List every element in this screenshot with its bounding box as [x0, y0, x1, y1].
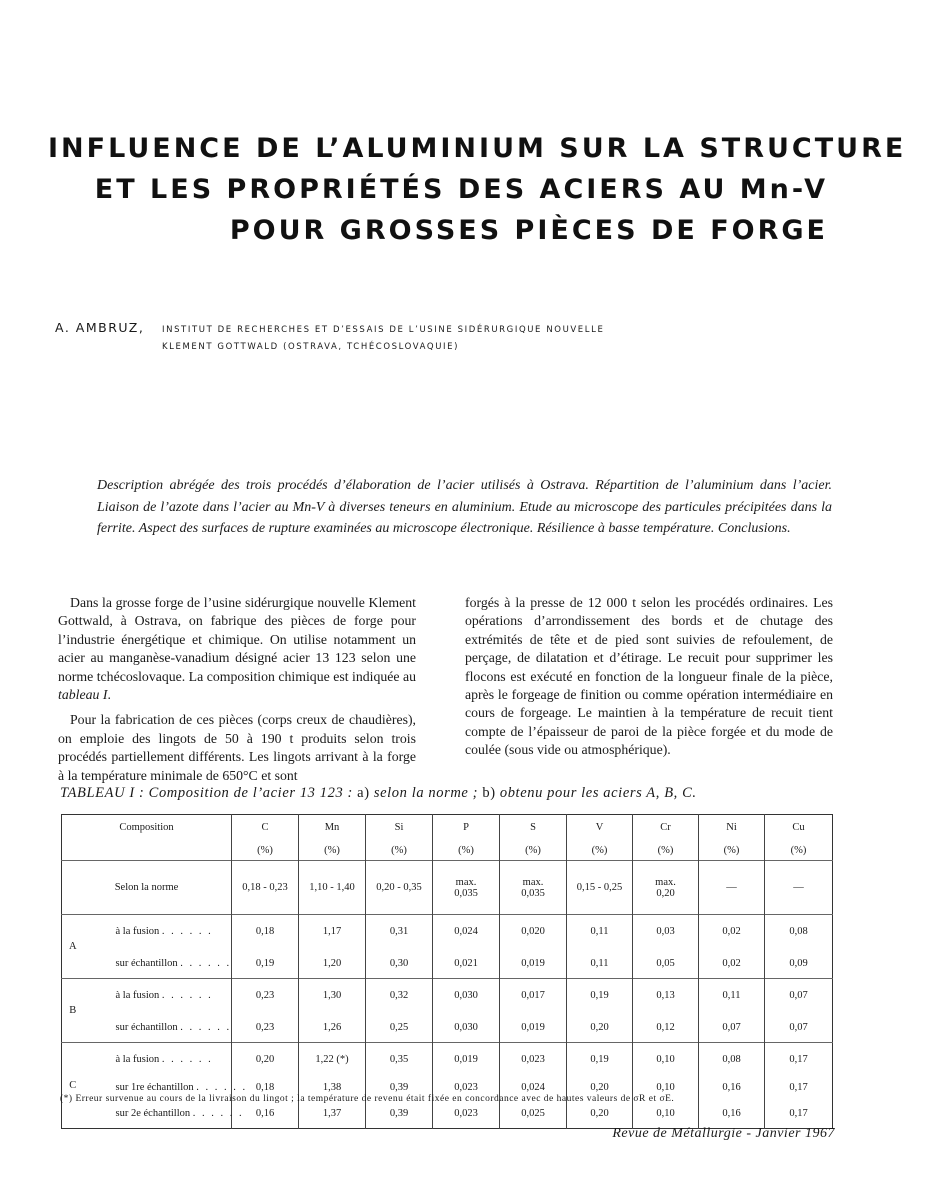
body-paragraph: Pour la fabrication de ces pièces (corps creux de chaudières), on emploie des lingots de 50 à 190 t produits selon trois procédés partiellement différents. Les lingots arrivant à la forge à la température minimale de 650°C et sont: [58, 712, 416, 783]
row-label-text: sur échantillon: [115, 1021, 178, 1033]
value-cell: 0,31: [366, 915, 433, 949]
value-cell: 0,019: [500, 1013, 567, 1043]
row-label: [84, 949, 232, 979]
value-cell: 0,19: [567, 1043, 633, 1077]
value-cell: 0,07: [699, 1013, 765, 1043]
norme-cell: [500, 861, 567, 915]
value-cell: 0,024: [500, 1077, 567, 1099]
value-cell: 0,10: [633, 1077, 699, 1099]
value-cell: 0,10: [633, 1099, 699, 1129]
value-cell: 0,020: [500, 915, 567, 949]
norme-value-sub: 0,035: [454, 887, 478, 899]
column-header-element: S: [500, 815, 567, 841]
unit-cell: (%): [299, 841, 366, 861]
row-label-text: sur 2e échantillon: [115, 1107, 191, 1119]
value-cell: 0,16: [699, 1099, 765, 1129]
caption-part-a: selon la norme ;: [373, 785, 479, 801]
row-label: [84, 915, 232, 949]
column-header-element: V: [567, 815, 633, 841]
value-cell: 0,023: [500, 1043, 567, 1077]
leader-dots: . . . . . .: [161, 1054, 213, 1066]
affiliation-line-1: INSTITUT DE RECHERCHES ET D’ESSAIS DE L’USINE SIDÉRURGIQUE NOUVELLE: [162, 325, 605, 335]
value-cell: 0,02: [699, 915, 765, 949]
value-cell: 0,023: [433, 1099, 500, 1129]
table-reference: tableau I: [58, 687, 108, 703]
value-cell: 0,20: [232, 1043, 299, 1077]
norme-cell: [433, 861, 500, 915]
caption-marker-a: a): [352, 785, 374, 801]
norme-cell: [366, 861, 433, 915]
value-cell: 0,20: [567, 1013, 633, 1043]
value-cell: 1,26: [299, 1013, 366, 1043]
value-cell: 0,09: [765, 949, 833, 979]
value-cell: 1,20: [299, 949, 366, 979]
title-line-1: INFLUENCE DE L’ALUMINIUM SUR LA STRUCTURE: [48, 133, 907, 164]
body-column-left: [58, 594, 416, 792]
value-cell: 0,019: [433, 1043, 500, 1077]
norme-cell: [633, 861, 699, 915]
column-header-element: Cu: [765, 815, 833, 841]
journal-footer: Revue de Métallurgie - Janvier 1967: [612, 1126, 835, 1141]
value-cell: 0,017: [500, 979, 567, 1013]
value-cell: 0,07: [765, 1013, 833, 1043]
norme-value: 1,10 - 1,40: [309, 882, 355, 893]
value-cell: 0,39: [366, 1099, 433, 1129]
column-header-element: C: [232, 815, 299, 841]
body-paragraph: Dans la grosse forge de l’usine sidérurgique nouvelle Klement Gottwald, à Ostrava, on fabrique des pièces de forge pour l’industrie énergétique et chimique. On utilise notamment un acier au manganèse-vanadium désigné acier 13 123 selon une norme tchécoslovaque. La composition chimique est indiquée au tableau I.: [58, 595, 416, 703]
norme-value: 0,15 - 0,25: [576, 882, 623, 893]
author-name: A. AMBRUZ,: [55, 320, 145, 335]
row-label-text: à la fusion: [115, 926, 160, 938]
value-cell: 0,07: [765, 979, 833, 1013]
value-cell: 1,30: [299, 979, 366, 1013]
leader-dots: . . . . . .: [180, 1021, 232, 1033]
row-label-text: à la fusion: [115, 1054, 160, 1066]
column-header-composition: Composition: [119, 822, 174, 834]
leader-dots: . . . . . .: [161, 990, 213, 1002]
row-label-text: sur 1re échantillon: [115, 1082, 194, 1093]
abstract: [97, 475, 832, 540]
norme-cell: [567, 861, 633, 915]
value-cell: 0,18: [232, 1077, 299, 1099]
column-header-element: Cr: [633, 815, 699, 841]
value-cell: 0,05: [633, 949, 699, 979]
author-affiliation: [162, 322, 722, 356]
group-label: A: [62, 915, 84, 979]
norme-cell: [299, 861, 366, 915]
norme-value: —: [726, 882, 737, 893]
norme-cell: [699, 861, 765, 915]
norme-value: max.: [655, 876, 676, 888]
value-cell: 0,019: [500, 949, 567, 979]
value-cell: 0,08: [699, 1043, 765, 1077]
unit-cell: (%): [567, 841, 633, 861]
value-cell: 0,30: [366, 949, 433, 979]
title-line-2: ET LES PROPRIÉTÉS DES ACIERS AU Mn-V: [94, 174, 828, 205]
value-cell: 0,11: [567, 949, 633, 979]
unit-cell: (%): [232, 841, 299, 861]
norme-value: 0,20 - 0,35: [376, 882, 422, 893]
unit-cell: (%): [699, 841, 765, 861]
value-cell: 1,37: [299, 1099, 366, 1129]
unit-cell: (%): [500, 841, 567, 861]
norme-value-sub: 0,20: [656, 887, 675, 899]
value-cell: 0,12: [633, 1013, 699, 1043]
value-cell: 0,11: [567, 915, 633, 949]
value-cell: 0,13: [633, 979, 699, 1013]
column-header-element: P: [433, 815, 500, 841]
row-label-norme: Selon la norme: [62, 861, 232, 915]
value-cell: 0,17: [765, 1077, 833, 1099]
value-cell: 0,03: [633, 915, 699, 949]
value-cell: 0,17: [765, 1099, 833, 1129]
group-label: B: [62, 979, 84, 1043]
row-label: [84, 979, 232, 1013]
value-cell: 0,18: [232, 915, 299, 949]
value-cell: 1,38: [299, 1077, 366, 1099]
affiliation-line-2: KLEMENT GOTTWALD (OSTRAVA, TCHÉCOSLOVAQUIE): [162, 342, 460, 352]
value-cell: 0,35: [366, 1043, 433, 1077]
row-label: [84, 1013, 232, 1043]
value-cell: 0,021: [433, 949, 500, 979]
caption-part-b: obtenu pour les aciers A, B, C.: [499, 785, 697, 801]
value-cell: 0,023: [433, 1077, 500, 1099]
leader-dots: . . . . . .: [180, 957, 232, 969]
table-caption: [60, 785, 820, 802]
value-cell: 0,39: [366, 1077, 433, 1099]
row-label-text: à la fusion: [115, 990, 160, 1002]
norme-cell: [232, 861, 299, 915]
value-cell: 0,16: [232, 1099, 299, 1129]
body-column-right: [465, 594, 833, 767]
value-cell: 0,025: [500, 1099, 567, 1129]
abstract-text: Description abrégée des trois procédés d’élaboration de l’acier utilisés à Ostrava. Répartition de l’aluminium dans l’acier. Liaison de l’azote dans l’acier au Mn-V à diverses teneurs en aluminium. Etude au microscope des particules précipitées dans la ferrite. Aspect des surfaces de rupture examinées au microscope électronique. Résilience à basse température. Conclusions.: [97, 478, 832, 536]
value-cell: 0,08: [765, 915, 833, 949]
group-label: C: [62, 1043, 84, 1129]
value-cell: 0,20: [567, 1077, 633, 1099]
table-caption-title: TABLEAU I : Composition de l’acier 13 123 :: [60, 785, 353, 801]
table-row: [62, 1043, 833, 1077]
value-cell: 0,11: [699, 979, 765, 1013]
article-title: [48, 128, 907, 251]
row-label: [84, 1043, 232, 1077]
unit-spacer: [62, 841, 232, 861]
leader-dots: . . . . . .: [192, 1107, 244, 1119]
norme-value-sub: 0,035: [521, 887, 545, 899]
value-cell: 0,16: [699, 1077, 765, 1099]
unit-cell: (%): [433, 841, 500, 861]
norme-value: max.: [455, 876, 477, 888]
value-cell: 0,19: [567, 979, 633, 1013]
value-cell: 0,030: [433, 979, 500, 1013]
table-row: [62, 1013, 833, 1043]
table-row: [62, 949, 833, 979]
value-cell: 0,030: [433, 1013, 500, 1043]
unit-cell: (%): [765, 841, 833, 861]
value-cell: 0,17: [765, 1043, 833, 1077]
title-line-3: POUR GROSSES PIÈCES DE FORGE: [229, 215, 828, 246]
value-cell: 0,02: [699, 949, 765, 979]
norme-value: 0,18 - 0,23: [242, 882, 288, 893]
table-row-norme: [62, 861, 833, 915]
table-row: [62, 979, 833, 1013]
value-cell: 1,22 (*): [299, 1043, 366, 1077]
table-unit-row: [62, 841, 833, 861]
table-footnote: (*) Erreur survenue au cours de la livraison du lingot ; la température de revenu était fixée en concordance avec de hautes valeurs de σR et σE.: [60, 1094, 675, 1104]
unit-cell: (%): [366, 841, 433, 861]
row-label-text: sur échantillon: [115, 957, 178, 969]
norme-value: —: [793, 882, 804, 893]
norme-value: max.: [522, 876, 544, 888]
norme-cell: [765, 861, 833, 915]
value-cell: 0,23: [232, 979, 299, 1013]
value-cell: 0,25: [366, 1013, 433, 1043]
body-paragraph: forgés à la presse de 12 000 t selon les procédés ordinaires. Les opérations d’arrondissement des bords et de chutage des extrémités de tête et de pied sont suivies de refoulement, de perçage, de dilatation et d’étirage. Le recuit pour supprimer les flocons est exécuté en fonction de la longueur finale de la pièce, après le forgeage de finition ou comme opération intermédiaire en cours de forgeage. Le maintien à la température de recuit tient compte de l’épaisseur de paroi de la pièce forgée et du mode de coulée (sous vide ou atmosphérique).: [465, 595, 833, 758]
unit-cell: (%): [633, 841, 699, 861]
value-cell: 1,17: [299, 915, 366, 949]
leader-dots: . . . . . .: [196, 1082, 248, 1093]
value-cell: 0,10: [633, 1043, 699, 1077]
column-header-element: Ni: [699, 815, 765, 841]
column-header-element: Si: [366, 815, 433, 841]
leader-dots: . . . . . .: [161, 926, 213, 938]
column-header-element: Mn: [299, 815, 366, 841]
caption-marker-b: b): [478, 785, 500, 801]
table-row: [62, 915, 833, 949]
composition-table: [61, 814, 833, 1129]
value-cell: 0,024: [433, 915, 500, 949]
value-cell: 0,19: [232, 949, 299, 979]
value-cell: 0,23: [232, 1013, 299, 1043]
value-cell: 0,20: [567, 1099, 633, 1129]
value-cell: 0,32: [366, 979, 433, 1013]
table-header-row: [62, 815, 833, 841]
